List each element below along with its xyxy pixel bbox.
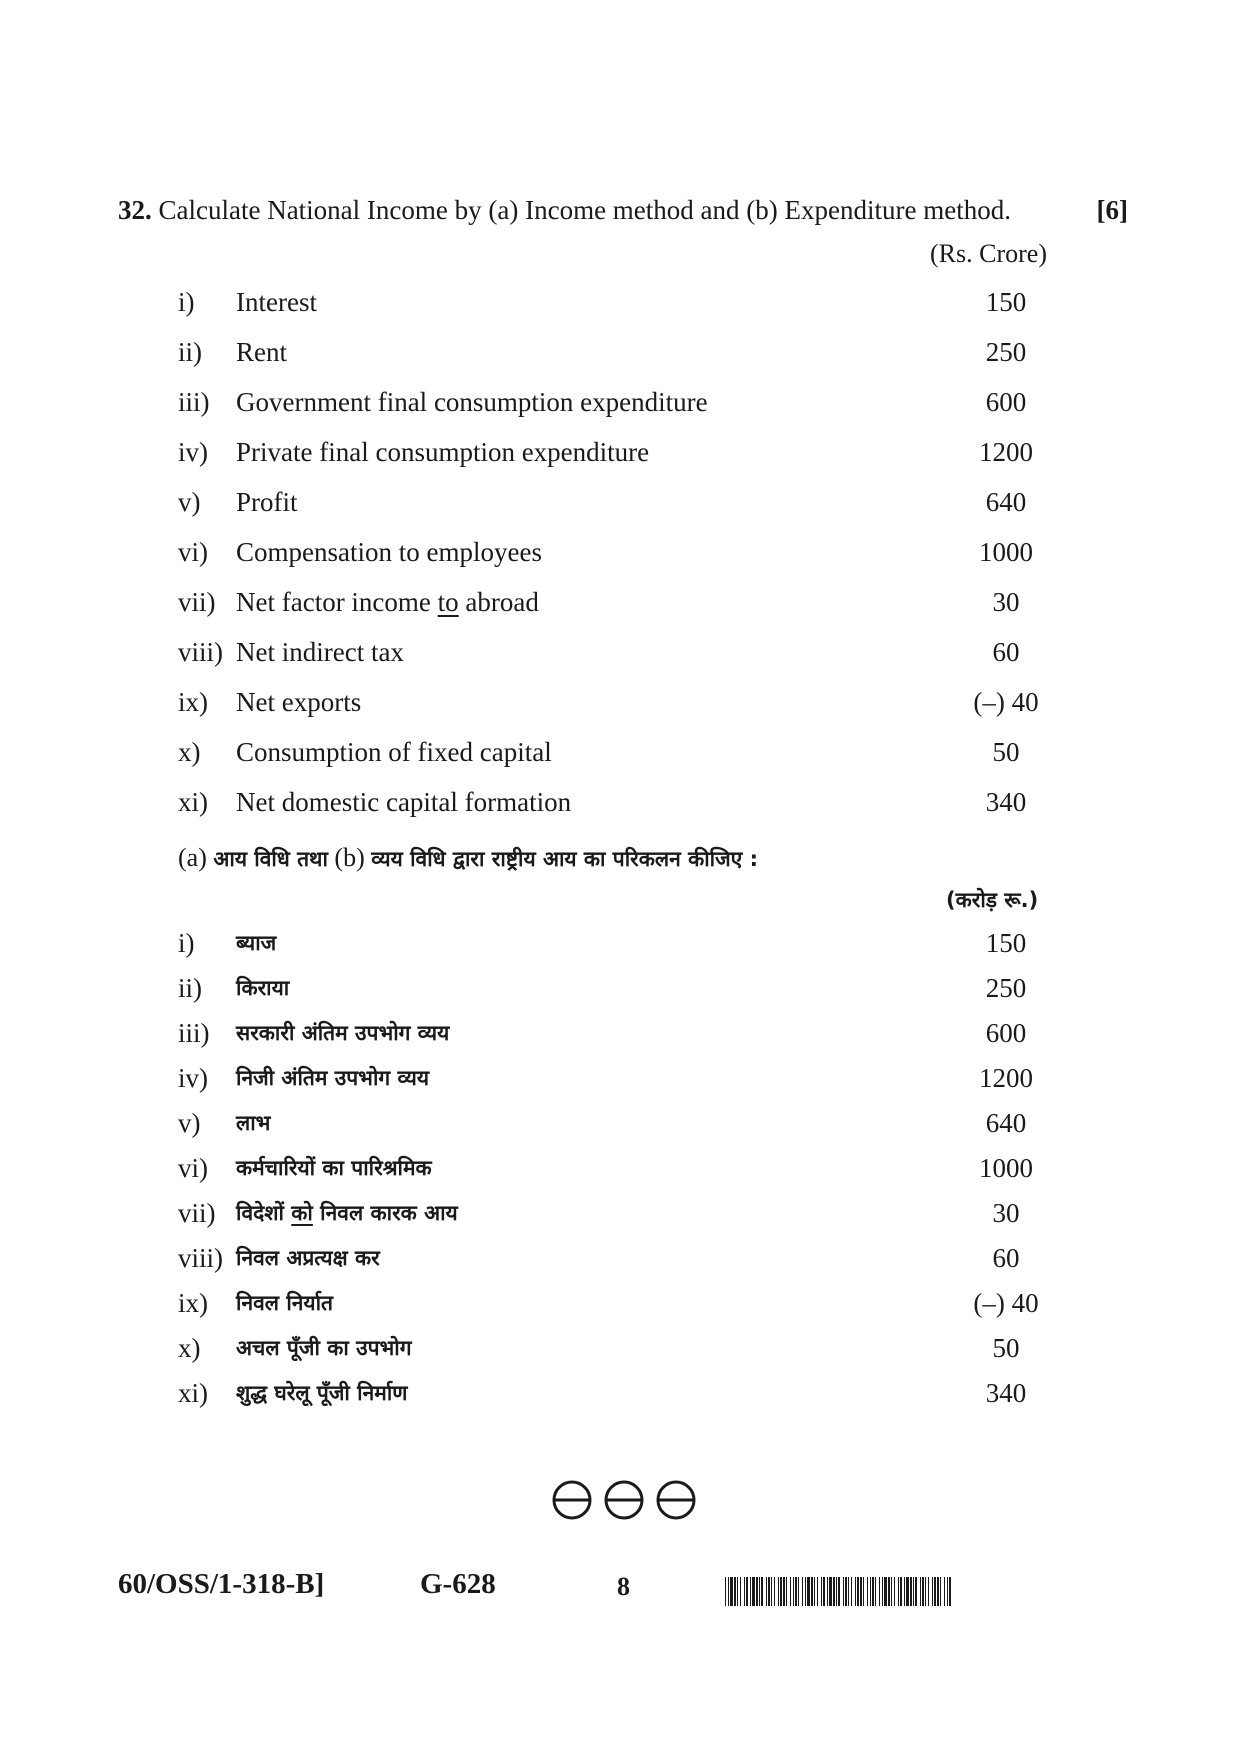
item-value: 1200: [979, 1063, 1033, 1093]
hindi-question-a: (a): [178, 843, 207, 872]
item-number: xi): [178, 1378, 208, 1408]
hindi-question-part2: व्यय विधि द्वारा राष्ट्रीय आय का परिकलन कीजिए :: [371, 847, 758, 871]
item-label: कर्मचारियों का पारिश्रमिक: [236, 1156, 432, 1180]
item-label: [236, 580, 539, 624]
item-value: 50: [992, 737, 1020, 767]
footer-code: 60/OSS/1-318-B]: [118, 1568, 325, 1600]
item-label: लाभ: [236, 1111, 271, 1135]
english-item: [0, 430, 1240, 474]
question-header: [118, 190, 1128, 230]
question-number: 32.: [118, 195, 152, 225]
item-label: Government final consumption expenditure: [236, 387, 708, 417]
item-number: vii): [178, 587, 216, 617]
item-label: निजी अंतिम उपभोग व्यय: [236, 1066, 430, 1090]
item-value: 340: [985, 1378, 1027, 1408]
item-label: अचल पूँजी का उपभोग: [236, 1336, 412, 1360]
item-value: 640: [985, 1108, 1027, 1138]
hindi-item: [0, 1371, 1240, 1415]
english-item: [0, 480, 1240, 524]
underlined-word: को: [291, 1201, 313, 1225]
item-value: 1000: [979, 537, 1033, 567]
item-number: iii): [178, 387, 210, 417]
item-value: 50: [992, 1333, 1020, 1363]
item-label-part: abroad: [458, 587, 539, 617]
hindi-item: [0, 1326, 1240, 1370]
item-value: 30: [992, 1198, 1020, 1228]
hindi-item: [0, 1191, 1240, 1235]
item-number: vi): [178, 537, 208, 567]
item-label: निवल निर्यात: [236, 1291, 334, 1315]
hindi-question-b: (b): [334, 843, 365, 872]
english-item: [0, 780, 1240, 824]
hindi-item: [0, 1011, 1240, 1055]
item-value: 30: [992, 587, 1020, 617]
hindi-item: [0, 1236, 1240, 1280]
barcode-icon: [725, 1577, 951, 1606]
item-label: शुद्ध घरेलू पूँजी निर्माण: [236, 1381, 408, 1405]
item-number: xi): [178, 787, 208, 817]
question-text: Calculate National Income by (a) Income method and (b) Expenditure method.: [158, 195, 1011, 225]
item-label: किराया: [236, 976, 290, 1000]
unit-label-english: (Rs. Crore): [930, 239, 1047, 268]
item-value: 60: [992, 637, 1020, 667]
end-of-paper-mark-icon: [552, 1478, 696, 1522]
item-number: vii): [178, 1198, 216, 1228]
hindi-item: [0, 1281, 1240, 1325]
english-item: [0, 330, 1240, 374]
item-value: 340: [985, 787, 1027, 817]
item-number: ix): [178, 1288, 208, 1318]
item-number: iv): [178, 437, 208, 467]
item-number: x): [178, 737, 201, 767]
item-value: 1200: [979, 437, 1033, 467]
footer-series: G-628: [420, 1568, 496, 1600]
item-label: Net exports: [236, 687, 362, 717]
item-number: viii): [178, 1243, 223, 1273]
item-number: v): [178, 1108, 201, 1138]
item-value: 600: [985, 1018, 1027, 1048]
item-label: Compensation to employees: [236, 537, 542, 567]
item-number: viii): [178, 637, 223, 667]
item-label: ब्याज: [236, 931, 277, 955]
item-value: 1000: [979, 1153, 1033, 1183]
item-label-part: निवल कारक आय: [312, 1201, 458, 1225]
item-label: Net domestic capital formation: [236, 787, 572, 817]
item-value: 60: [992, 1243, 1020, 1273]
unit-label-hindi: (करोड़ रू.): [946, 888, 1039, 912]
item-value: 150: [985, 928, 1027, 958]
item-number: i): [178, 287, 195, 317]
hindi-item: [0, 1101, 1240, 1145]
item-number: x): [178, 1333, 201, 1363]
item-label: Consumption of fixed capital: [236, 737, 552, 767]
item-number: i): [178, 928, 195, 958]
hindi-item: [0, 966, 1240, 1010]
item-label: Net indirect tax: [236, 637, 404, 667]
english-item: [0, 630, 1240, 674]
hindi-item: [0, 1146, 1240, 1190]
item-number: v): [178, 487, 201, 517]
item-value: 250: [985, 973, 1027, 1003]
item-value: 640: [985, 487, 1027, 517]
item-label-part: Net factor income: [236, 587, 438, 617]
item-value: 150: [985, 287, 1027, 317]
item-number: vi): [178, 1153, 208, 1183]
item-label-part: विदेशों: [236, 1201, 292, 1225]
english-item: [0, 280, 1240, 324]
english-item: [0, 730, 1240, 774]
question-marks: [6]: [1096, 195, 1128, 225]
hindi-question: [178, 836, 758, 881]
item-number: iii): [178, 1018, 210, 1048]
item-value: 600: [985, 387, 1027, 417]
page-number: 8: [617, 1572, 630, 1601]
item-label: Interest: [236, 287, 317, 317]
item-value: (–) 40: [973, 687, 1039, 717]
item-label: निवल अप्रत्यक्ष कर: [236, 1246, 380, 1270]
item-number: ii): [178, 973, 202, 1003]
english-item: [0, 380, 1240, 424]
english-item: [0, 580, 1240, 624]
item-value: 250: [985, 337, 1027, 367]
item-number: ix): [178, 687, 208, 717]
item-number: ii): [178, 337, 202, 367]
underlined-word: to: [437, 587, 459, 617]
english-item: [0, 680, 1240, 724]
item-label: Profit: [236, 487, 298, 517]
hindi-question-part1: आय विधि तथा: [213, 847, 328, 871]
item-label: Rent: [236, 337, 287, 367]
item-label: Private final consumption expenditure: [236, 437, 650, 467]
item-label: [236, 1191, 458, 1235]
item-value: (–) 40: [973, 1288, 1039, 1318]
item-label: सरकारी अंतिम उपभोग व्यय: [236, 1021, 450, 1045]
hindi-item: [0, 1056, 1240, 1100]
hindi-item: [0, 921, 1240, 965]
item-number: iv): [178, 1063, 208, 1093]
english-item: [0, 530, 1240, 574]
